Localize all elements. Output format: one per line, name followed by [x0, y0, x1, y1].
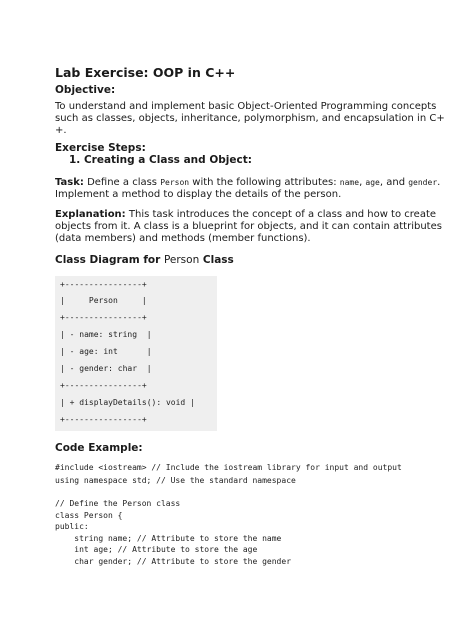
- exercise-steps-heading: Exercise Steps:: [55, 142, 146, 154]
- class-diagram-box: [55, 276, 217, 431]
- diagram-line: | - gender: char |: [60, 364, 152, 373]
- heading-text: Class: [199, 254, 234, 266]
- code-name: name: [339, 178, 360, 187]
- explanation-text: This task introduces the concept of a class and how to create: [125, 209, 437, 220]
- code-line: // Define the Person class: [55, 499, 181, 508]
- code-line: char gender; // Attribute to store the gender: [55, 557, 292, 566]
- period: .: [437, 177, 441, 188]
- code-line: class Person {: [55, 511, 123, 520]
- page-title: Lab Exercise: OOP in C++: [55, 65, 236, 80]
- objective-line-3: +.: [55, 125, 67, 136]
- separator: ,: [359, 177, 366, 188]
- heading-text: Class Diagram for: [55, 254, 164, 266]
- task-text: with the following attributes:: [189, 177, 340, 188]
- explanation-line-1: [55, 209, 436, 221]
- explanation-label: Explanation:: [55, 209, 126, 220]
- objective-line-1: To understand and implement basic Object-Oriented Programming concepts: [55, 101, 437, 112]
- code-line: int age; // Attribute to store the age: [55, 545, 258, 554]
- task-text: Define a class: [83, 177, 161, 188]
- diagram-line: | - name: string |: [60, 330, 152, 339]
- code-example-heading: Code Example:: [55, 442, 143, 454]
- explanation-line-2: objects from it. A class is a blueprint for objects, and it can contain attributes: [55, 221, 442, 232]
- task-line-2: Implement a method to display the details of the person.: [55, 189, 342, 200]
- diagram-line: +----------------+: [60, 280, 147, 289]
- code-person: Person: [160, 178, 190, 187]
- objective-heading: Objective:: [55, 84, 116, 96]
- diagram-line: +----------------+: [60, 381, 147, 390]
- class-diagram-heading: [55, 254, 234, 266]
- diagram-line: | + displayDetails(): void |: [60, 398, 195, 407]
- task-paragraph: [55, 177, 440, 189]
- code-gender: gender: [408, 178, 438, 187]
- objective-line-2: such as classes, objects, inheritance, polymorphism, and encapsulation in C+: [55, 113, 445, 124]
- explanation-line-3: (data members) and methods (member functions).: [55, 233, 311, 244]
- code-line: string name; // Attribute to store the name: [55, 534, 282, 543]
- task-label: Task:: [55, 177, 84, 188]
- code-line: public:: [55, 522, 89, 531]
- diagram-line: | Person |: [60, 296, 147, 305]
- diagram-line: +----------------+: [60, 415, 147, 424]
- separator: , and: [379, 177, 409, 188]
- code-line: using namespace std; // Use the standard namespace: [55, 476, 296, 485]
- code-line: #include <iostream> // Include the iostream library for input and output: [55, 463, 402, 472]
- step-1-heading: 1. Creating a Class and Object:: [69, 154, 252, 166]
- code-age: age: [365, 178, 380, 187]
- diagram-line: | - age: int |: [60, 347, 152, 356]
- diagram-line: +----------------+: [60, 313, 147, 322]
- heading-code: Person: [163, 254, 200, 266]
